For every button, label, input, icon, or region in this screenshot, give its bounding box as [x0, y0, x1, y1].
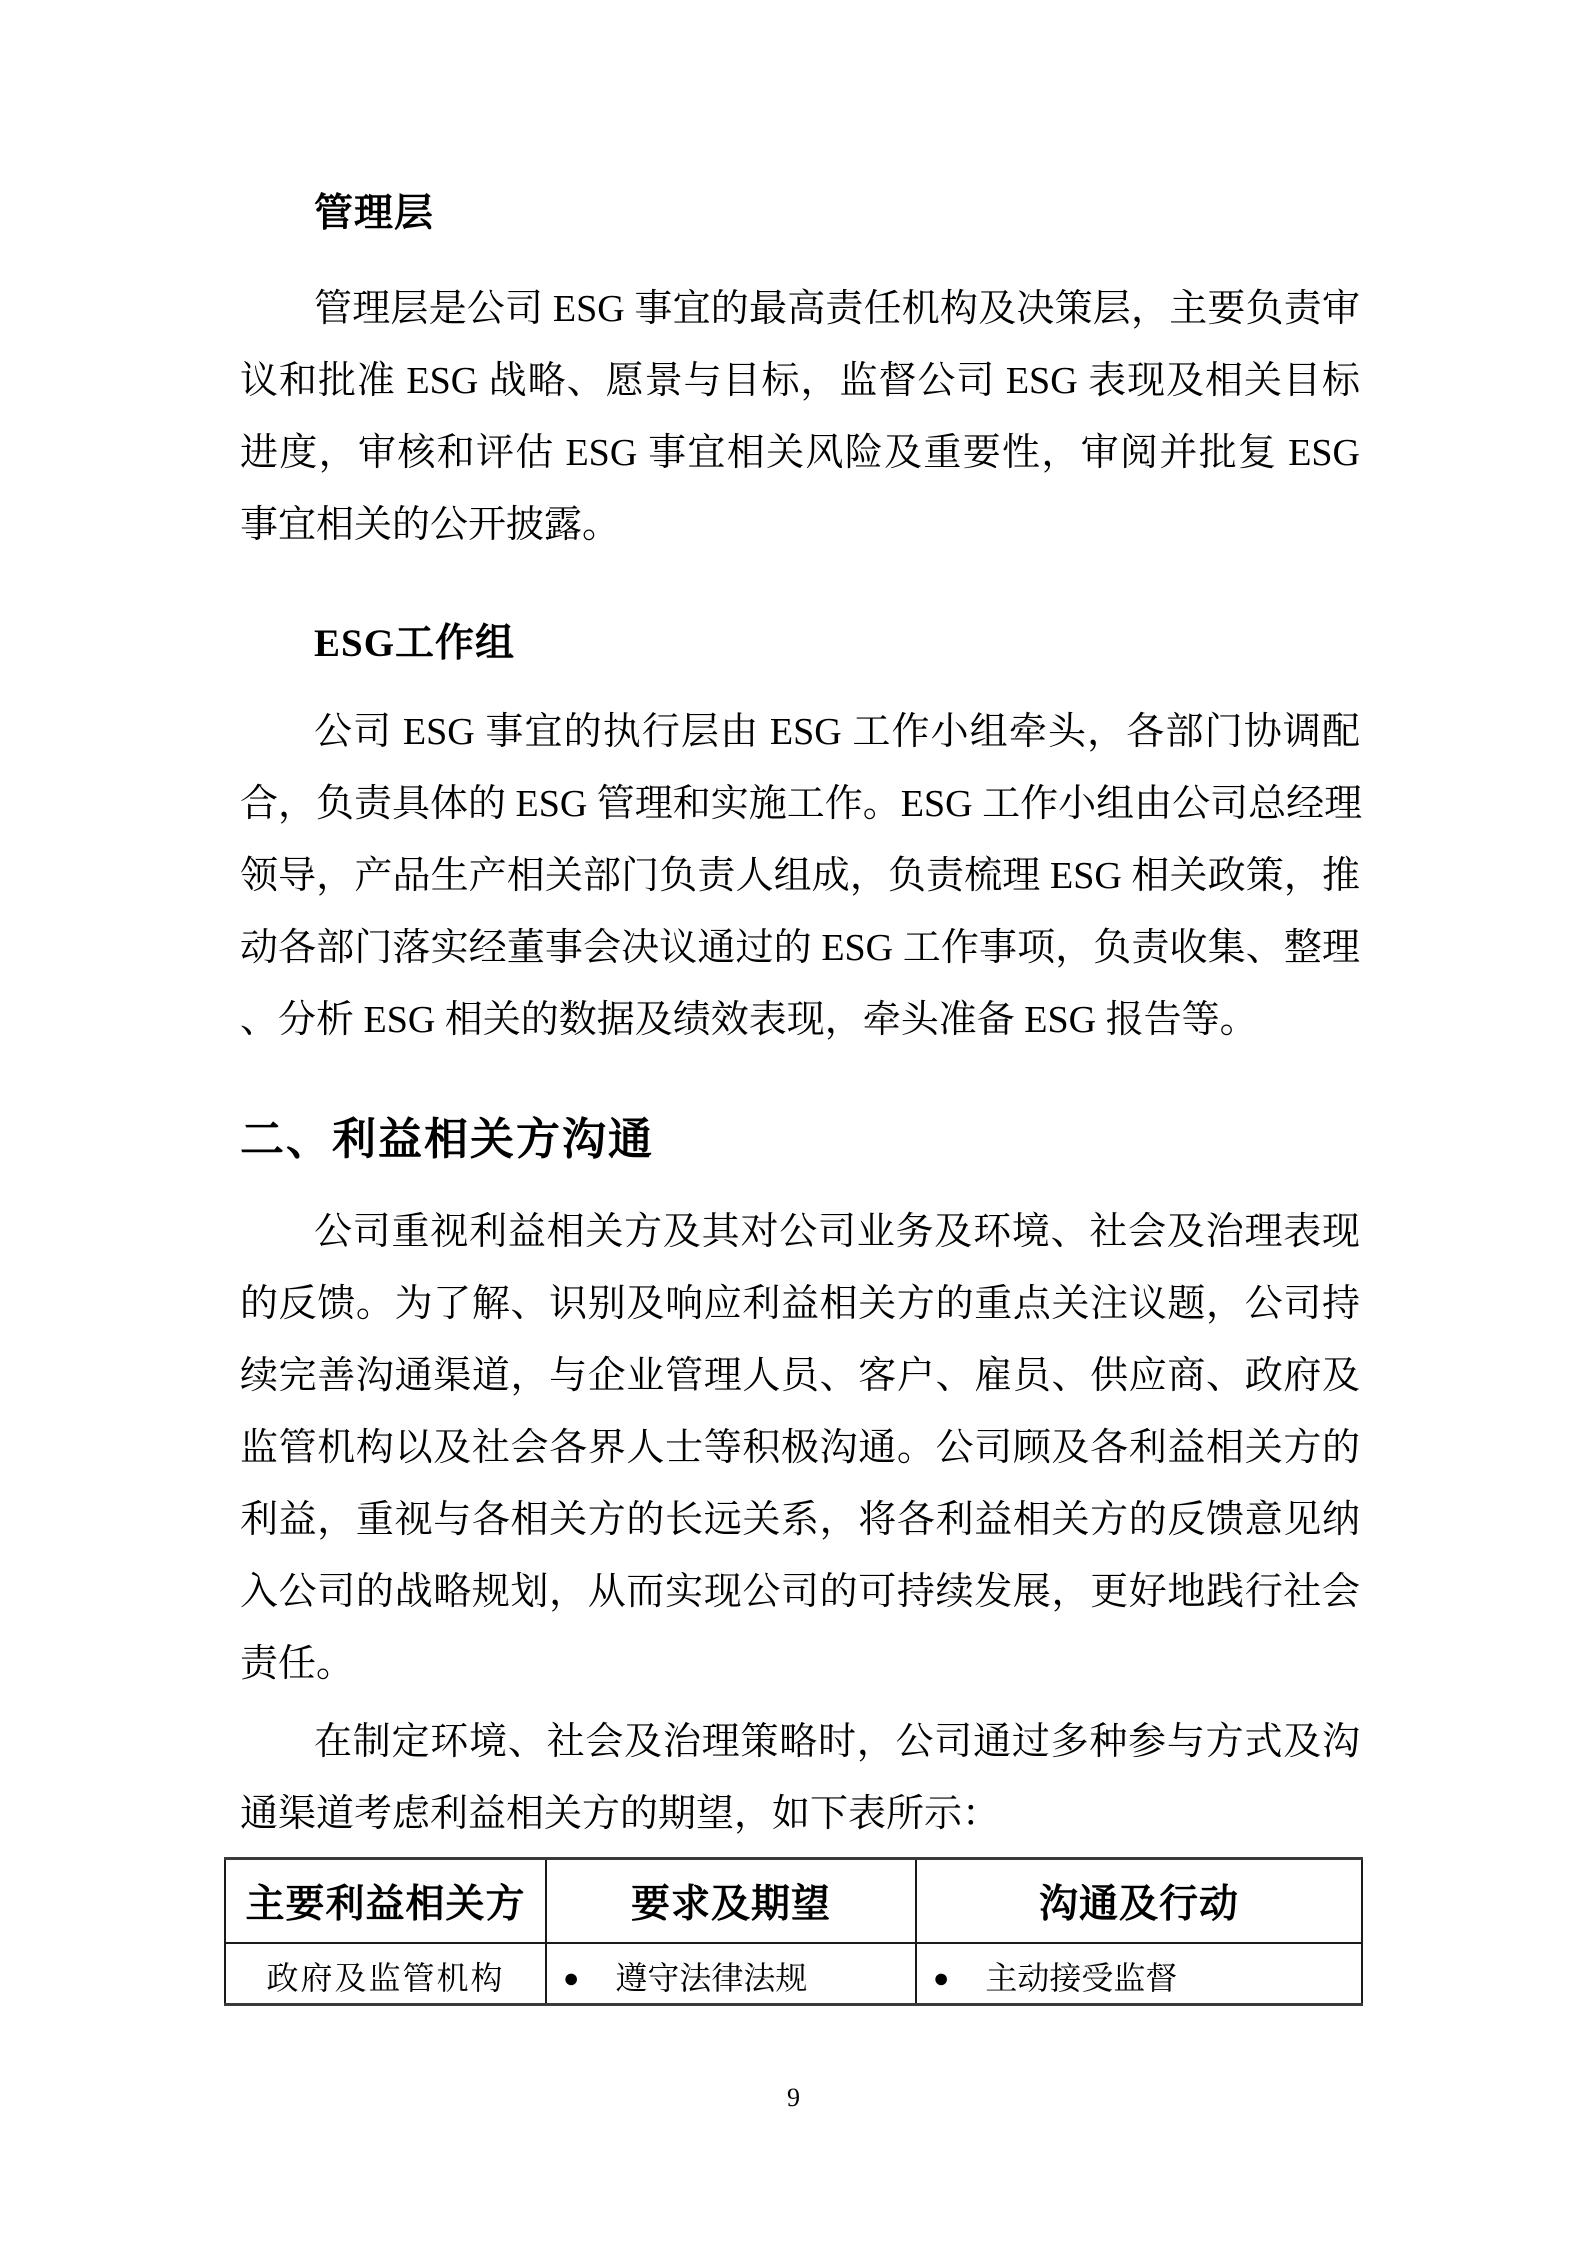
text-line: 入公司的战略规划，从而实现公司的可持续发展，更好地践行社会 [240, 1571, 1360, 1613]
text-line: 进度，审核和评估 ESG 事宜相关风险及重要性，审阅并批复 ESG [240, 432, 1360, 474]
cell-action [916, 1943, 1362, 2005]
text-line: 公司重视利益相关方及其对公司业务及环境、社会及治理表现 [314, 1211, 1360, 1253]
text-line: 续完善沟通渠道，与企业管理人员、客户、雇员、供应商、政府及 [240, 1355, 1360, 1397]
text-line: 通渠道考虑利益相关方的期望，如下表所示： [240, 1793, 1001, 1835]
paragraph-esg-workgroup [240, 696, 1363, 1056]
table-header-row [225, 1859, 1362, 1943]
table-header-actions: 沟通及行动 [916, 1859, 1362, 1943]
cell-expectation-text: 遵守法律法规 [615, 1959, 808, 1996]
text-line: 领导，产品生产相关部门负责人组成，负责梳理 ESG 相关政策，推 [240, 855, 1360, 897]
bullet-icon: ● [563, 1962, 580, 1993]
table-header-expectations: 要求及期望 [546, 1859, 916, 1943]
page-number: 9 [787, 2083, 800, 2112]
text-line: 议和批准 ESG 战略、愿景与目标，监督公司 ESG 表现及相关目标 [240, 360, 1360, 402]
heading-management: 管理层 [314, 192, 435, 235]
heading-esg-workgroup: ESG工作组 [314, 622, 516, 665]
text-line: 在制定环境、社会及治理策略时，公司通过多种参与方式及沟 [314, 1721, 1360, 1763]
table-row [225, 1943, 1362, 2005]
text-line: 责任。 [240, 1643, 355, 1685]
cell-expectation [546, 1943, 916, 2005]
paragraph-stakeholder-overview [240, 1196, 1360, 1700]
paragraph-management [240, 273, 1360, 561]
text-line: 事宜相关的公开披露。 [240, 504, 621, 546]
text-line: 公司 ESG 事宜的执行层由 ESG 工作小组牵头，各部门协调配 [314, 711, 1360, 753]
page-content [240, 178, 1363, 2006]
cell-stakeholder: 政府及监管机构 [225, 1943, 546, 2005]
cell-action-text: 主动接受监督 [985, 1959, 1178, 1996]
text-line: 动各部门落实经董事会决议通过的 ESG 工作事项，负责收集、整理 [240, 927, 1360, 969]
bullet-icon: ● [933, 1962, 950, 1993]
text-line: 利益，重视与各相关方的长远关系，将各利益相关方的反馈意见纳 [240, 1499, 1360, 1541]
stakeholder-table [224, 1857, 1363, 2006]
text-line: 、分析 ESG 相关的数据及绩效表现，牵头准备 ESG 报告等。 [240, 999, 1258, 1041]
text-line: 管理层是公司 ESG 事宜的最高责任机构及决策层，主要负责审 [314, 288, 1360, 330]
paragraph-table-intro [240, 1706, 1360, 1850]
table-header-stakeholder: 主要利益相关方 [225, 1859, 546, 1943]
heading-stakeholder-communication: 二、利益相关方沟通 [240, 1115, 654, 1164]
text-line: 的反馈。为了解、识别及响应利益相关方的重点关注议题，公司持 [240, 1283, 1360, 1325]
text-line: 监管机构以及社会各界人士等积极沟通。公司顾及各利益相关方的 [240, 1427, 1360, 1469]
text-line: 合，负责具体的 ESG 管理和实施工作。ESG 工作小组由公司总经理 [240, 783, 1363, 825]
